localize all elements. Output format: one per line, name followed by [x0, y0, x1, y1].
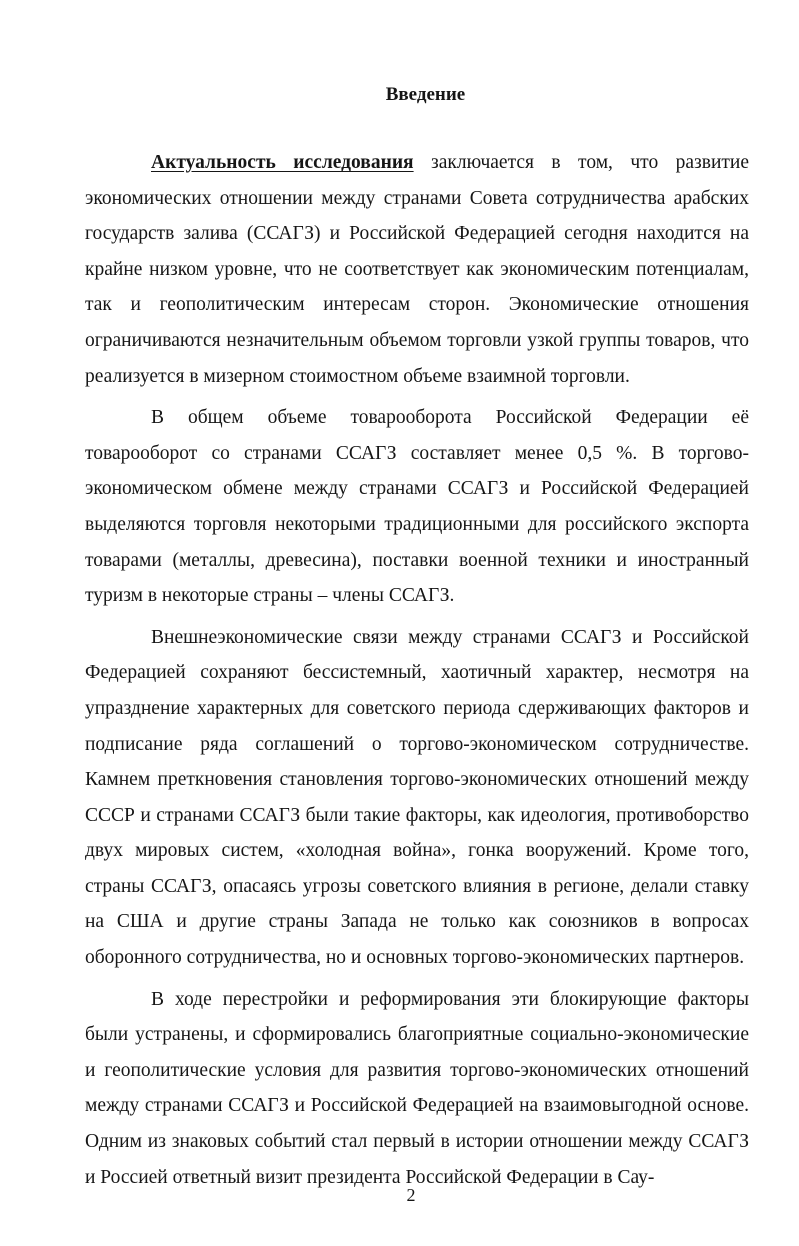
paragraph-3: Внешнеэкономические связи между странами ССАГЗ и Российской Федерацией сохраняют бессистемный, хаотичный характер, несмотря на упразднение характерных для советского периода сдерживающих факторов и подписание ряда соглашений о торгово-экономическом сотрудничестве. Камнем преткновения становления торгово-экономических отношений между СССР и странами ССАГЗ были такие факторы, как идеология, противоборство двух мировых систем, «холодная война», гонка вооружений. Кроме того, страны ССАГЗ, опасаясь угрозы советского влияния в регионе, делали ставку на США и другие страны Запада не только как союзников в вопросах оборонного сотрудничества, но и основных торгово-экономических партнеров.: [85, 626, 749, 969]
paragraph-4: В ходе перестройки и реформирования эти блокирующие факторы были устранены, и сформировались благоприятные социально-экономические и геополитические условия для развития торгово-экономических отношений между странами ССАГЗ и Российской Федерацией на взаимовыгодной основе. Одним из знаковых событий стал первый в истории отношении между ССАГЗ и Россией ответный визит президента Российской Федерации в Сау-: [85, 988, 749, 1188]
page-number: 2: [406, 1185, 416, 1205]
paragraph-2: В общем объеме товарооборота Российской Федерации её товарооборот со странами ССАГЗ составляет менее 0,5 %. В торгово-экономическом обмене между странами ССАГЗ и Российской Федерацией выделяются торговля некоторыми традиционными для российского экспорта товарами (металлы, древесина), поставки военной техники и иностранный туризм в некоторые страны – члены ССАГЗ.: [85, 407, 749, 607]
page-title: Введение: [385, 84, 466, 105]
body-text: [85, 145, 749, 1195]
paragraph-1-text: заключается в том, что развитие экономических отношении между странами Совета сотрудничества арабских государств залива (ССАГЗ) и Российской Федерацией сегодня находится на крайне низком уровне, что не соответствует как экономическим потенциалам, так и геополитическим интересам сторон. Экономические отношения ограничиваются незначительным объемом торговли узкой группы товаров, что реализуется в мизерном стоимостном объеме взаимной торговли.: [85, 152, 750, 387]
paragraph-1: [85, 145, 749, 394]
paragraph-lead: Актуальность исследования: [151, 152, 414, 173]
